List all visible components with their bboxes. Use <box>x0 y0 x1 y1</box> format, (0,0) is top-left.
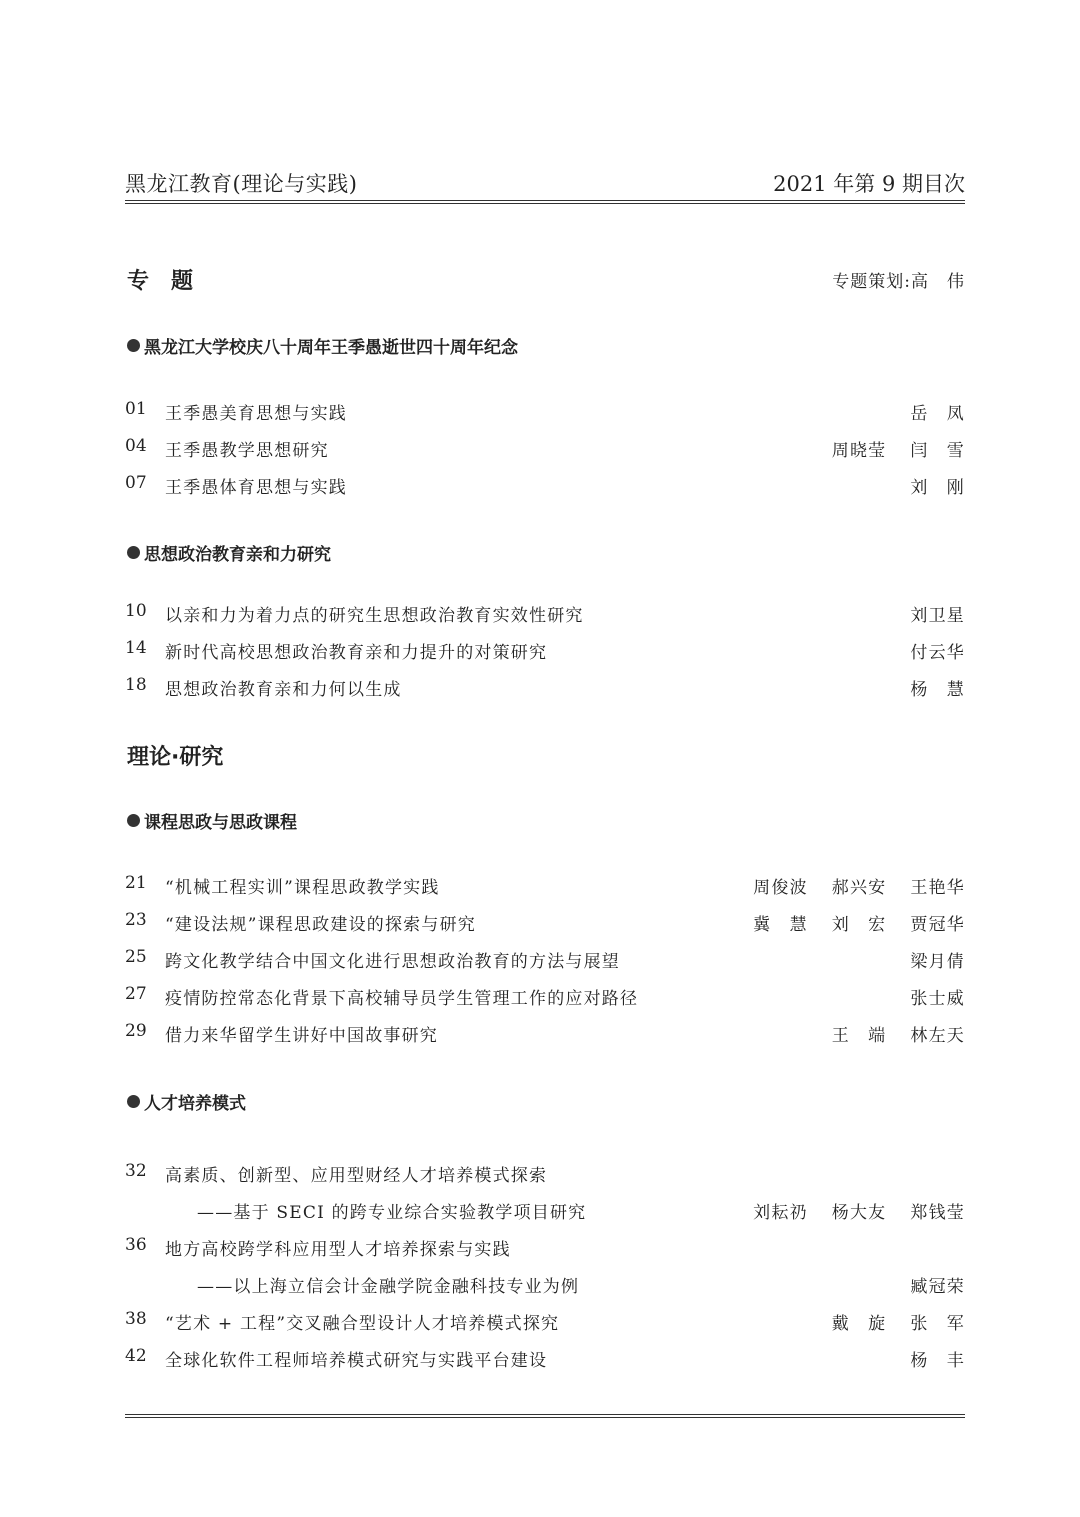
author-name: 杨大友 <box>831 1203 887 1223</box>
article-authors <box>910 984 965 1009</box>
article-title: 跨文化教学结合中国文化进行思想政治教育的方法与展望 <box>165 952 620 972</box>
author-name: 郑钱莹 <box>910 1203 965 1223</box>
author-name: 刘卫星 <box>910 606 965 626</box>
page-header <box>125 168 965 198</box>
author-name: 郝兴安 <box>831 878 887 898</box>
toc-entry <box>125 473 965 497</box>
author-name: 刘耘礽 <box>753 1203 808 1223</box>
article-authors <box>832 1309 965 1334</box>
author-name: 闫 雪 <box>910 441 965 461</box>
page-number: 14 <box>125 638 147 658</box>
article-title: 地方高校跨学科应用型人才培养探索与实践 <box>165 1240 511 1260</box>
author-name: 岳 凤 <box>910 404 965 424</box>
article-authors <box>753 910 965 935</box>
toc-entry <box>125 601 965 625</box>
author-name: 冀 慧 <box>753 915 808 935</box>
toc-entry-subtitle <box>125 1198 965 1222</box>
author-name: 张士威 <box>910 989 965 1009</box>
toc-entry <box>125 873 965 897</box>
article-title: “建设法规”课程思政建设的探索与研究 <box>165 915 476 935</box>
page-number: 21 <box>125 873 147 893</box>
author-name: 杨 丰 <box>910 1351 965 1371</box>
page-number: 23 <box>125 910 147 930</box>
subsection-label: 人才培养模式 <box>144 1094 246 1114</box>
subsection-label: 思想政治教育亲和力研究 <box>144 545 331 565</box>
subsection-label: 课程思政与思政课程 <box>144 813 297 833</box>
author-name: 王艳华 <box>910 878 965 898</box>
author-name: 周俊波 <box>753 878 808 898</box>
author-name: 梁月倩 <box>910 952 965 972</box>
article-title: 思想政治教育亲和力何以生成 <box>165 680 402 700</box>
article-title: “机械工程实训”课程思政教学实践 <box>165 878 440 898</box>
page-number: 42 <box>125 1346 147 1366</box>
page-number: 10 <box>125 601 147 621</box>
article-authors <box>910 1272 965 1297</box>
page-number: 38 <box>125 1309 147 1329</box>
section-title-theory: 理论·研究 <box>127 745 224 770</box>
issue-label: 2021 年第 9 期目次 <box>773 172 965 196</box>
section-title-special: 专 题 <box>127 269 194 294</box>
article-authors <box>910 675 965 700</box>
subsection-title <box>127 333 518 358</box>
page-number: 25 <box>125 947 147 967</box>
author-name: 刘 刚 <box>910 478 965 498</box>
subsection-label: 黑龙江大学校庆八十周年王季愚逝世四十周年纪念 <box>144 338 518 358</box>
article-subtitle: ——以上海立信会计金融学院金融科技专业为例 <box>197 1277 580 1297</box>
toc-entry <box>125 947 965 971</box>
author-name: 臧冠荣 <box>910 1277 965 1297</box>
toc-entry <box>125 910 965 934</box>
article-title: 全球化软件工程师培养模式研究与实践平台建设 <box>165 1351 548 1371</box>
article-title: 以亲和力为着力点的研究生思想政治教育实效性研究 <box>165 606 584 626</box>
article-authors <box>832 436 965 461</box>
article-authors <box>910 638 965 663</box>
article-authors <box>910 1346 965 1371</box>
article-title: 王季愚教学思想研究 <box>165 441 329 461</box>
page-number: 04 <box>125 436 147 456</box>
author-name: 周晓莹 <box>831 441 887 461</box>
article-title: 高素质、创新型、应用型财经人才培养模式探索 <box>165 1166 548 1186</box>
page-number: 36 <box>125 1235 147 1255</box>
page-number: 32 <box>125 1161 147 1181</box>
subsection-title <box>127 540 331 565</box>
toc-entry-subtitle <box>125 1272 965 1296</box>
toc-entry <box>125 1309 965 1333</box>
page-number: 18 <box>125 675 147 695</box>
author-name: 杨 慧 <box>910 680 965 700</box>
article-title: “艺术 + 工程”交叉融合型设计人才培养模式探究 <box>165 1314 560 1334</box>
article-title: 王季愚体育思想与实践 <box>165 478 347 498</box>
article-authors <box>910 601 965 626</box>
special-planner: 专题策划:高 伟 <box>832 272 965 292</box>
journal-title: 黑龙江教育(理论与实践) <box>125 172 358 196</box>
author-name: 贾冠华 <box>910 915 965 935</box>
toc-entry <box>125 675 965 699</box>
toc-entry <box>125 1346 965 1370</box>
page-number: 29 <box>125 1021 147 1041</box>
article-authors <box>753 1198 965 1223</box>
bullet-icon <box>127 546 140 559</box>
article-authors <box>753 873 965 898</box>
article-authors <box>910 399 965 424</box>
author-name: 刘 宏 <box>831 915 887 935</box>
subsection-title <box>127 1089 246 1114</box>
article-title: 王季愚美育思想与实践 <box>165 404 347 424</box>
author-name: 王 端 <box>831 1026 887 1046</box>
bullet-icon <box>127 1095 140 1108</box>
bullet-icon <box>127 814 140 827</box>
toc-entry <box>125 399 965 423</box>
author-name: 戴 旋 <box>831 1314 887 1334</box>
toc-entry <box>125 1161 965 1185</box>
toc-entry <box>125 1021 965 1045</box>
page-number: 07 <box>125 473 147 493</box>
toc-entry <box>125 638 965 662</box>
toc-entry <box>125 1235 965 1259</box>
subsection-title <box>127 808 297 833</box>
author-name: 林左天 <box>910 1026 965 1046</box>
article-subtitle: ——基于 SECI 的跨专业综合实验教学项目研究 <box>197 1203 587 1223</box>
article-authors <box>832 1021 965 1046</box>
page-number: 01 <box>125 399 147 419</box>
header-rule <box>125 200 965 204</box>
toc-entry <box>125 984 965 1008</box>
article-authors <box>910 473 965 498</box>
footer-rule <box>125 1414 965 1418</box>
article-title: 新时代高校思想政治教育亲和力提升的对策研究 <box>165 643 548 663</box>
author-name: 付云华 <box>910 643 965 663</box>
author-name: 张 军 <box>910 1314 965 1334</box>
article-title: 借力来华留学生讲好中国故事研究 <box>165 1026 438 1046</box>
article-authors <box>910 947 965 972</box>
bullet-icon <box>127 339 140 352</box>
article-title: 疫情防控常态化背景下高校辅导员学生管理工作的应对路径 <box>165 989 639 1009</box>
page-number: 27 <box>125 984 147 1004</box>
toc-entry <box>125 436 965 460</box>
